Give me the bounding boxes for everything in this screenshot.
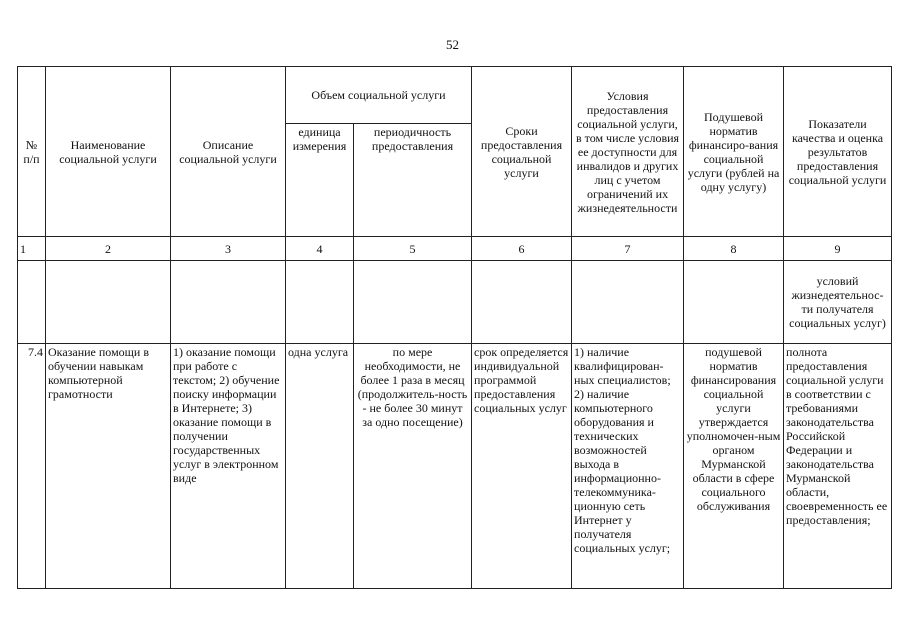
empty-cell <box>18 261 46 344</box>
column-number: 7 <box>572 237 684 261</box>
empty-cell <box>684 261 784 344</box>
header-number: № п/п <box>18 67 46 237</box>
column-numbers-row <box>18 237 892 261</box>
page-number: 52 <box>446 37 459 52</box>
services-table <box>17 66 892 589</box>
column-number: 8 <box>684 237 784 261</box>
header-conditions: Условия предоставления социальной услуги, в том числе условия ее доступности для инвалидов и других лиц с учетом ограничений их жизнедеятельности <box>572 67 684 237</box>
continuation-row <box>18 261 892 344</box>
header-service-name: Наименование социальной услуги <box>46 67 171 237</box>
empty-cell <box>286 261 354 344</box>
column-number: 1 <box>18 237 46 261</box>
service-description: 1) оказание помощи при работе с текстом; 2) обучение поиску информации в Интернете; 3) оказание помощи в получении государственных услуг в электронном виде <box>171 344 286 589</box>
empty-cell <box>171 261 286 344</box>
header-row-1 <box>18 67 892 124</box>
header-terms: Сроки предоставления социальной услуги <box>472 67 572 237</box>
service-name: Оказание помощи в обучении навыкам компьютерной грамотности <box>46 344 171 589</box>
header-volume-group: Объем социальной услуги <box>286 67 472 124</box>
service-terms: срок определяется индивидуальной программой предоставления социальных услуг <box>472 344 572 589</box>
service-norm: подушевой норматив финансирования социальной услуги утверждается уполномочен-ным органом Мурманской области в сфере социального обслуживания <box>684 344 784 589</box>
column-number: 5 <box>354 237 472 261</box>
header-norm: Подушевой норматив финансиро-вания социальной услуги (рублей на одну услугу) <box>684 67 784 237</box>
header-periodicity: периодичность предоставления <box>354 124 472 237</box>
empty-cell <box>354 261 472 344</box>
service-quality: полнота предоставления социальной услуги в соответствии с требованиями законодательства Российской Федерации и законодательства Мурманской области, своевременность ее предоставления; <box>784 344 892 589</box>
empty-cell <box>472 261 572 344</box>
column-number: 9 <box>784 237 892 261</box>
column-number: 4 <box>286 237 354 261</box>
empty-cell <box>46 261 171 344</box>
header-description: Описание социальной услуги <box>171 67 286 237</box>
column-number: 3 <box>171 237 286 261</box>
service-periodicity: по мере необходимости, не более 1 раза в месяц (продолжитель-ность - не более 30 минут за одно посещение) <box>354 344 472 589</box>
service-conditions: 1) наличие квалифицирован-ных специалистов; 2) наличие компьютерного оборудования и технических возможностей выхода в информационно-телекоммуника-ционную сеть Интернет у получателя социальных услуг; <box>572 344 684 589</box>
header-quality: Показатели качества и оценка результатов предоставления социальной услуги <box>784 67 892 237</box>
row-number: 7.4 <box>18 344 46 589</box>
table-row <box>18 344 892 589</box>
column-number: 6 <box>472 237 572 261</box>
continuation-quality: условий жизнедеятельнос-ти получателя социальных услуг) <box>784 261 892 344</box>
service-unit: одна услуга <box>286 344 354 589</box>
column-number: 2 <box>46 237 171 261</box>
header-unit: единица измерения <box>286 124 354 237</box>
empty-cell <box>572 261 684 344</box>
